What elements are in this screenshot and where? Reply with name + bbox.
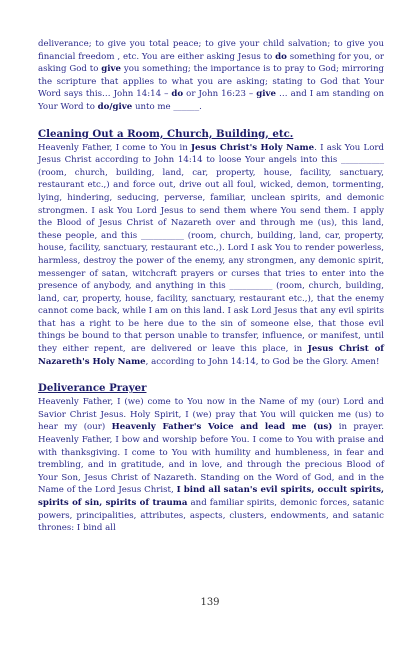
bold-run: I bind all satan's evil spirits, occult spirits, spirits of sin, spirits of trauma (38, 485, 384, 508)
bold-run: Jesus Christ's Holy Name (190, 142, 315, 153)
bold-run: Heavenly Father's Voice and lead me (us) (111, 422, 333, 433)
text-run: deliverance; to give you total peace; to give your child salvation; to give you financial freedom , etc. You are either asking Jesus to (38, 39, 384, 62)
text-run: Heavenly Father, I (we) come to You now in the Name of my (our) Lord and Savior Christ Jesus. Holy Spirit, I (we) pray that You will quicken me (us) to hear my (our) (38, 397, 384, 433)
bold-run: give (256, 89, 276, 100)
text-run: or John 16:23 – (183, 89, 257, 100)
text-run: something for you, or asking God to (38, 51, 384, 75)
text-run: … and I am standing on Your Word to (38, 89, 384, 112)
text-run: , according to John 14:14, to God be the Glory. Amen! (145, 356, 380, 367)
text-run: in prayer. Heavenly Father, I bow and worship before You. I come to You with praise and with thanksgiving. I come to You with humility and humbleness, in fear and trembling, and in gratitude, and in love, and through the precious Blood of Your Son, Jesus Christ of Nazareth. Standing on the Word of God, and in the Name of the Lord Jesus Christ, (38, 422, 385, 496)
bold-run: give (101, 64, 122, 75)
cleaning-prayer-paragraph (38, 142, 384, 369)
text-run: Heavenly Father, I come to You in (38, 142, 191, 153)
text-run: unto me ______. (132, 101, 202, 112)
bold-run: do (171, 89, 184, 100)
page-number: 139 (200, 597, 220, 608)
text-run: . I ask You Lord Jesus Christ according to John 14:14 to loose Your angels into this __________ (room, church, building, land, car, property, house, facility, sanctuary, restaurant etc.,) and force out, drive out all foul, wicked, demon, tormenting, lying, hindering, seducing, perverse, familiar, unclean spirits, and demonic strongmen. I ask You Lord Jesus to send them where You send them. I apply the Blood of Jesus Christ of Nazareth over and through me (us), this land, these people, and this __________ (room, church, building, land, car, property, house, facility, sanctuary, restaurant etc.,). Lord I ask You to render powerless, harmless, destroy the power of the enemy, any strongmen, any demonic spirit, messenger of satan, witchcraft prayers or curses that tries to enter into the presence of anybody, and anything in this __________ (room, church, building, land, car, property, house, facility, sanctuary, restaurant etc.,), that the enemy cannot come back, while I am on this land. I ask Lord Jesus that any evil spirits that has a right to be here due to the sin of someone else, that those evil things be bound to that person unable to transfer, influence, or manifest, until they either repent, are delivered or leave this place, in (38, 142, 384, 355)
section-heading-cleaning: Cleaning Out a Room, Church, Building, etc. (38, 127, 294, 140)
bold-run: do/give (97, 101, 133, 112)
text-run: and familiar spirits, demonic forces, satanic powers, principalities, attributes, aspects, clusters, endowments, and satanic thrones: I bind all (38, 498, 384, 534)
bold-run: do (275, 51, 287, 62)
section-heading-deliverance: Deliverance Prayer (38, 382, 147, 395)
deliverance-prayer-paragraph (38, 396, 384, 535)
text-run: you something; the importance is to pray to God; mirroring the scripture that applies to what you are asking; stating to God that Your Word says this… John 14:14 – (38, 64, 385, 100)
document-page (38, 38, 384, 535)
intro-paragraph (38, 38, 384, 114)
bold-run: Jesus Christ of Nazareth's Holy Name (38, 344, 384, 367)
